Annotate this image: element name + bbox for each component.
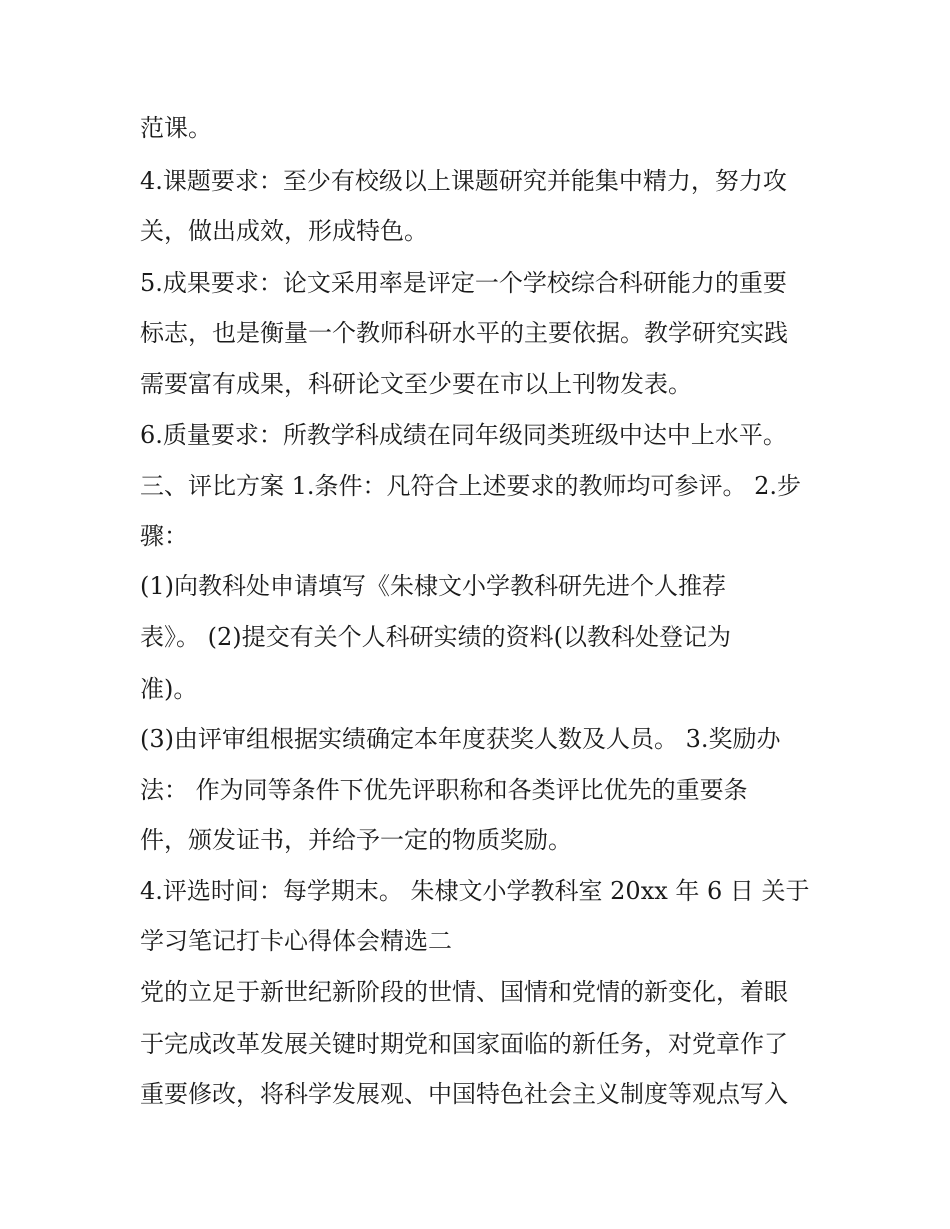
text-line: 需要富有成果，科研论文至少要在市以上刊物发表。	[140, 370, 692, 398]
text-line: 学习笔记打卡心得体会精选二	[140, 927, 452, 955]
text-line: 于完成改革发展关键时期党和国家面临的新任务，对党章作了	[140, 1030, 788, 1058]
text-line: 标志，也是衡量一个教师科研水平的主要依据。教学研究实践	[140, 319, 788, 347]
text-line: 件，颁发证书，并给予一定的物质奖励。	[140, 826, 572, 854]
text-line: 6.质量要求：所教学科成绩在同年级同类班级中达中上水平。	[140, 421, 787, 449]
text-line: 5.成果要求：论文采用率是评定一个学校综合科研能力的重要	[140, 269, 787, 297]
text-line: 党的立足于新世纪新阶段的世情、国情和党情的新变化，着眼	[140, 978, 788, 1006]
text-line: 法： 作为同等条件下优先评职称和各类评比优先的重要条	[140, 776, 748, 804]
text-line: 三、评比方案 1.条件：凡符合上述要求的教师均可参评。 2.步	[140, 472, 802, 500]
text-line: 4.评选时间：每学期末。 朱棣文小学教科室 20xx 年 6 日 关于	[140, 877, 810, 905]
text-line: (1)向教科处申请填写《朱棣文小学教科研先进个人推荐	[140, 572, 726, 600]
text-line: 骤：	[140, 522, 188, 550]
text-line: 表》。 (2)提交有关个人科研实绩的资料(以教科处登记为	[140, 623, 731, 651]
text-line: 范课。	[140, 114, 212, 142]
text-line: 准)。	[140, 675, 198, 703]
text-line: 关，做出成效，形成特色。	[140, 217, 428, 245]
text-line: 4.课题要求：至少有校级以上课题研究并能集中精力，努力攻	[140, 167, 787, 195]
text-line: (3)由评审组根据实绩确定本年度获奖人数及人员。 3.奖励办	[140, 725, 781, 753]
text-line: 重要修改，将科学发展观、中国特色社会主义制度等观点写入	[140, 1080, 788, 1108]
